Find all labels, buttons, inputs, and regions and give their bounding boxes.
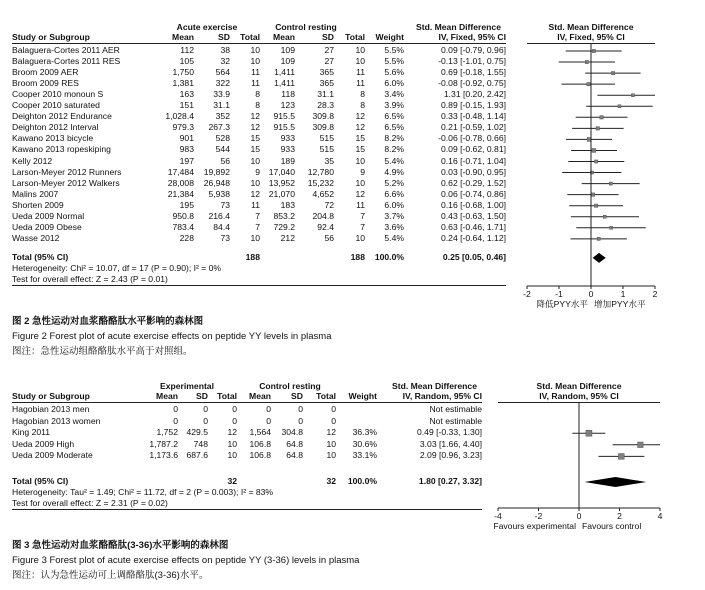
figure-note: 图注：急性运动组酪酪肽水平高于对照组。 <box>12 346 193 357</box>
ci-text: -0.06 [-0.78, 0.66] <box>438 133 506 144</box>
study-name: Broom 2009 RES <box>12 78 79 89</box>
ctrl-sd: 515 <box>319 133 334 144</box>
exp-total: 11 <box>251 67 260 78</box>
ctrl-mean: 212 <box>280 232 295 243</box>
tick-label: 1 <box>620 289 626 299</box>
bottom-rule <box>12 509 482 510</box>
ctrl-mean: 106.8 <box>249 450 271 461</box>
ci-text: 0.03 [-0.90, 0.95] <box>441 166 506 177</box>
weight: 5.5% <box>384 45 404 55</box>
axis-favours-left: 降低PYY水平 <box>536 299 588 309</box>
column-header-study: Study or Subgroup <box>12 32 90 42</box>
study-name: Larson-Meyer 2012 Walkers <box>12 177 120 188</box>
study-name: Kelly 2012 <box>12 155 53 166</box>
tick-label: 2 <box>617 511 622 521</box>
exp-mean: 983 <box>179 144 194 155</box>
heterogeneity-text: Heterogeneity: Tau² = 1.49; Chi² = 11.72, df = 2 (P = 0.003); I² = 83% <box>12 487 274 497</box>
exp-total: 10 <box>227 438 237 449</box>
group-header-left: Experimental <box>160 381 214 391</box>
exp-sd: 31.1 <box>213 100 230 111</box>
ctrl-total: 15 <box>355 144 365 155</box>
weight: 6.6% <box>384 188 404 199</box>
ctrl-mean: 109 <box>280 45 295 55</box>
exp-mean: 1,381 <box>172 78 194 89</box>
exp-sd: 33.9 <box>213 89 230 100</box>
exp-total: 8 <box>255 100 260 111</box>
exp-total: 7 <box>255 210 260 221</box>
ctrl-mean: 853.2 <box>273 210 295 221</box>
ctrl-sd: 31.1 <box>317 89 334 100</box>
exp-mean: 105 <box>179 56 194 67</box>
study-name: Broom 2009 AER <box>12 67 79 78</box>
study-name: Hagobian 2013 men <box>12 404 90 414</box>
figure-caption-en: Figure 3 Forest plot of acute exercise effects on peptide YY (3-36) levels in plasma <box>12 555 360 566</box>
tick-label: 0 <box>588 289 594 299</box>
overall-effect-text: Test for overall effect: Z = 2.43 (P = 0.01) <box>12 273 168 284</box>
ctrl-total: 0 <box>331 404 336 414</box>
exp-sd: 84.4 <box>213 221 230 232</box>
ctrl-mean: 1,564 <box>249 427 271 438</box>
ctrl-sd: 56 <box>324 232 334 243</box>
ctrl-mean: 21,070 <box>268 188 295 199</box>
ctrl-mean: 1,411 <box>274 67 295 78</box>
exp-mean: 197 <box>179 155 194 166</box>
exp-sd: 56 <box>220 155 230 166</box>
ctrl-sd: 35 <box>324 155 334 166</box>
exp-sd: 19,892 <box>203 166 230 177</box>
ctrl-total: 10 <box>355 177 365 188</box>
plot-header: Std. Mean Difference <box>548 22 634 32</box>
weight: 8.2% <box>384 133 404 144</box>
ctrl-mean: 118 <box>281 89 295 100</box>
tick-label: -1 <box>555 289 563 299</box>
group-header-left: Acute exercise <box>176 22 238 32</box>
weight: 3.7% <box>384 210 404 221</box>
ctrl-total: 10 <box>355 232 365 243</box>
exp-sd: 429.5 <box>186 427 208 438</box>
total-exp: 188 <box>245 251 260 262</box>
ctrl-mean: 123 <box>280 100 295 111</box>
column-header: Total <box>217 391 237 401</box>
study-name: Hagobian 2013 women <box>12 415 101 426</box>
plot-header: Std. Mean Difference <box>536 381 622 391</box>
study-name: Deighton 2012 Interval <box>12 122 99 133</box>
weight: 3.6% <box>384 221 404 232</box>
ci-text: 0.69 [-0.18, 1.55] <box>441 67 506 78</box>
column-header: Mean <box>156 391 178 401</box>
column-header: SD <box>218 32 230 42</box>
study-name: King 2011 <box>12 427 51 438</box>
figure-caption-en: Figure 2 Forest plot of acute exercise effects on peptide YY levels in plasma <box>12 331 332 342</box>
group-header-right: Control resting <box>259 381 321 391</box>
column-header: SD <box>196 391 208 401</box>
weight: 5.2% <box>384 177 404 188</box>
study-name: Larson-Meyer 2012 Runners <box>12 166 122 177</box>
exp-sd: 5,938 <box>208 188 230 199</box>
ci-text: 3.03 [1.66, 4.40] <box>419 438 482 449</box>
ctrl-total: 10 <box>326 450 336 461</box>
ctrl-mean: 933 <box>280 133 295 144</box>
exp-mean: 1,752 <box>156 427 178 438</box>
exp-mean: 228 <box>179 232 194 243</box>
ci-text: 0.16 [-0.71, 1.04] <box>441 155 506 166</box>
ctrl-total: 10 <box>355 56 365 67</box>
exp-total: 15 <box>250 133 260 144</box>
ctrl-total: 11 <box>356 78 365 89</box>
column-header: Mean <box>249 391 271 401</box>
weight: 5.5% <box>384 56 404 67</box>
exp-sd: 267.3 <box>208 122 230 133</box>
total-ci: 1.80 [0.27, 3.32] <box>418 476 482 486</box>
weight: 30.6% <box>352 438 377 449</box>
ctrl-total: 0 <box>331 415 336 426</box>
overall-effect-text: Test for overall effect: Z = 2.31 (P = 0.02) <box>12 498 168 508</box>
exp-total: 10 <box>250 45 260 55</box>
exp-total: 12 <box>250 188 260 199</box>
column-header: Total <box>316 391 336 401</box>
exp-mean: 979.3 <box>172 122 194 133</box>
ctrl-sd: 0 <box>298 415 303 426</box>
exp-total: 7 <box>255 221 260 232</box>
ctrl-sd: 309.8 <box>312 111 334 122</box>
weight: 6.5% <box>384 111 404 122</box>
ctrl-sd: 365 <box>319 67 334 78</box>
exp-mean: 1,787.2 <box>149 438 178 449</box>
tick-label: -2 <box>523 289 531 299</box>
study-name: Ueda 2009 High <box>12 438 75 449</box>
tick-label: 0 <box>576 511 582 521</box>
weight: 6.5% <box>384 122 404 133</box>
weight: 36.3% <box>352 427 377 438</box>
column-header: SD <box>322 32 334 42</box>
weight: 5.6% <box>384 67 404 78</box>
exp-sd: 352 <box>215 111 230 122</box>
study-name: Wasse 2012 <box>12 232 60 243</box>
column-header: Total <box>240 32 260 42</box>
study-name: Kawano 2013 ropeskiping <box>12 144 111 155</box>
ctrl-total: 12 <box>355 188 365 199</box>
total-weight: 100.0% <box>374 251 404 262</box>
ctrl-sd: 0 <box>298 404 303 414</box>
ctrl-mean: 106.8 <box>249 438 271 449</box>
study-name: Kawano 2013 bicycle <box>12 133 94 144</box>
exp-total: 10 <box>250 177 260 188</box>
ctrl-total: 11 <box>356 199 365 210</box>
ctrl-sd: 27 <box>324 56 334 67</box>
ctrl-total: 8 <box>360 89 365 100</box>
ci-text: 0.63 [-0.46, 1.71] <box>441 221 506 232</box>
exp-mean: 0 <box>173 415 178 426</box>
ctrl-mean: 189 <box>280 155 295 166</box>
exp-mean: 21,384 <box>167 188 194 199</box>
effect-marker <box>638 442 644 448</box>
ctrl-mean: 0 <box>266 415 271 426</box>
ctrl-mean: 13,952 <box>268 177 295 188</box>
exp-mean: 163 <box>179 89 194 100</box>
total-weight: 100.0% <box>347 476 377 486</box>
ci-text: 0.09 [-0.79, 0.96] <box>441 45 506 55</box>
ctrl-mean: 915.5 <box>273 111 295 122</box>
exp-sd: 0 <box>203 404 208 414</box>
ci-text: -0.08 [-0.92, 0.75] <box>438 78 506 89</box>
ctrl-mean: 183 <box>280 199 295 210</box>
weight: 33.1% <box>352 450 377 461</box>
axis-favours-left: Favours experimental <box>493 521 576 531</box>
exp-sd: 216.4 <box>208 210 230 221</box>
exp-mean: 1,173.6 <box>149 450 178 461</box>
total-label: Total (95% CI) <box>12 251 69 262</box>
ctrl-sd: 4,652 <box>312 188 334 199</box>
ctrl-total: 10 <box>355 45 365 55</box>
weight: 3.4% <box>384 89 404 100</box>
ctrl-total: 12 <box>326 427 336 438</box>
ctrl-total: 7 <box>360 210 365 221</box>
weight: 3.9% <box>384 100 404 111</box>
total-exp: 32 <box>227 476 237 486</box>
ctrl-total: 8 <box>360 100 365 111</box>
ctrl-sd: 28.3 <box>317 100 334 111</box>
figure-caption-cn: 图 3 急性运动对血浆酪酪肽(3-36)水平影响的森林图 <box>12 540 229 551</box>
exp-sd: 322 <box>215 78 230 89</box>
exp-mean: 0 <box>173 404 178 414</box>
exp-mean: 1,750 <box>172 67 194 78</box>
ctrl-sd: 365 <box>319 78 334 89</box>
ctrl-sd: 15,232 <box>307 177 334 188</box>
exp-total: 12 <box>227 427 237 438</box>
weight: 6.0% <box>384 78 404 89</box>
ci-text: 0.49 [-0.33, 1.30] <box>417 427 482 438</box>
ci-text: 0.06 [-0.74, 0.86] <box>441 188 506 199</box>
study-name: Shorten 2009 <box>12 199 64 210</box>
exp-mean: 112 <box>180 45 194 55</box>
effect-header: Std. Mean Difference <box>415 22 501 32</box>
column-header: IV, Random, 95% CI <box>402 391 482 401</box>
column-header: IV, Fixed, 95% CI <box>438 32 506 42</box>
exp-sd: 687.6 <box>186 450 208 461</box>
exp-mean: 17,484 <box>167 166 194 177</box>
tick-label: 2 <box>652 289 658 299</box>
ci-text: Not estimable <box>429 415 482 426</box>
exp-sd: 26,948 <box>203 177 230 188</box>
exp-total: 0 <box>232 415 237 426</box>
column-header: Weight <box>375 32 404 42</box>
study-name: Ueda 2009 Moderate <box>12 450 93 461</box>
exp-total: 10 <box>250 56 260 67</box>
axis-favours-right: Favours control <box>582 521 642 531</box>
weight: 5.4% <box>384 232 404 243</box>
ctrl-total: 10 <box>326 438 336 449</box>
ctrl-total: 7 <box>360 221 365 232</box>
exp-mean: 1,028.4 <box>165 111 194 122</box>
exp-sd: 748 <box>193 438 208 449</box>
exp-sd: 73 <box>220 232 230 243</box>
exp-mean: 195 <box>179 199 194 210</box>
ci-text: 0.62 [-0.29, 1.52] <box>441 177 506 188</box>
exp-total: 11 <box>251 78 260 89</box>
exp-sd: 544 <box>215 144 230 155</box>
ctrl-sd: 64.8 <box>286 438 303 449</box>
ci-text: 1.31 [0.20, 2.42] <box>443 89 506 100</box>
exp-mean: 950.8 <box>172 210 194 221</box>
study-name: Deighton 2012 Endurance <box>12 111 112 122</box>
ci-text: -0.13 [-1.01, 0.75] <box>438 56 506 67</box>
ctrl-total: 12 <box>355 111 365 122</box>
exp-total: 12 <box>250 122 260 133</box>
exp-total: 12 <box>250 111 260 122</box>
tick-label: -4 <box>494 511 502 521</box>
study-name: Balaguera-Cortes 2011 AER <box>12 45 120 55</box>
ci-text: 0.89 [-0.15, 1.93] <box>441 100 506 111</box>
tick-label: 4 <box>657 511 663 521</box>
group-header-right: Control resting <box>275 22 337 32</box>
ci-text: 0.24 [-0.64, 1.12] <box>441 232 506 243</box>
ctrl-mean: 1,411 <box>274 78 295 89</box>
study-name: Ueda 2009 Obese <box>12 221 82 232</box>
ctrl-total: 10 <box>355 155 365 166</box>
figure-caption-cn: 图 2 急性运动对血浆酪酪肽水平影响的森林图 <box>12 316 204 327</box>
exp-sd: 564 <box>215 67 230 78</box>
ctrl-mean: 915.5 <box>273 122 295 133</box>
ci-text: 0.16 [-0.68, 1.00] <box>441 199 506 210</box>
ctrl-sd: 12,780 <box>307 166 334 177</box>
ci-text: 2.09 [0.96, 3.23] <box>419 450 482 461</box>
exp-total: 10 <box>250 155 260 166</box>
ctrl-sd: 64.8 <box>286 450 303 461</box>
total-ci: 0.25 [0.05, 0.46] <box>442 251 506 262</box>
study-name: Cooper 2010 saturated <box>12 100 100 111</box>
column-header: Mean <box>273 32 295 42</box>
exp-total: 9 <box>255 166 260 177</box>
weight: 4.9% <box>384 166 404 177</box>
weight: 6.0% <box>384 199 404 210</box>
ctrl-sd: 515 <box>319 144 334 155</box>
ctrl-sd: 27 <box>324 45 334 55</box>
study-name: Balaguera-Cortes 2011 RES <box>12 56 121 67</box>
total-ctrl: 188 <box>350 251 365 262</box>
ci-text: Not estimable <box>429 404 482 414</box>
effect-marker <box>618 454 624 460</box>
ci-text: 0.33 [-0.48, 1.14] <box>441 111 506 122</box>
ctrl-sd: 309.8 <box>312 122 334 133</box>
ctrl-total: 9 <box>360 166 365 177</box>
column-header: Mean <box>172 32 194 42</box>
tick-label: -2 <box>534 511 543 521</box>
exp-mean: 901 <box>179 133 194 144</box>
ctrl-total: 12 <box>355 122 365 133</box>
exp-total: 0 <box>232 404 237 414</box>
ctrl-total: 11 <box>356 67 365 78</box>
weight: 5.4% <box>384 155 404 166</box>
ctrl-sd: 92.4 <box>317 221 334 232</box>
exp-total: 10 <box>250 232 260 243</box>
ci-text: 0.09 [-0.62, 0.81] <box>441 144 506 155</box>
column-header-study: Study or Subgroup <box>12 391 90 401</box>
column-header: SD <box>291 391 303 401</box>
column-header: Total <box>345 32 365 42</box>
ctrl-sd: 204.8 <box>312 210 334 221</box>
pooled-diamond <box>584 477 646 487</box>
ci-text: 0.21 [-0.59, 1.02] <box>441 122 506 133</box>
axis-favours-right: 增加PYY水平 <box>594 299 646 309</box>
exp-sd: 38 <box>220 45 230 55</box>
weight: 8.2% <box>384 144 404 155</box>
exp-total: 11 <box>251 199 260 210</box>
study-name: Cooper 2010 monoun S <box>12 89 104 100</box>
figure-note: 图注：认为急性运动可上调酪酪肽(3-36)水平。 <box>12 570 209 581</box>
exp-total: 8 <box>255 89 260 100</box>
study-name: Ueda 2009 Normal <box>12 210 85 221</box>
exp-total: 15 <box>250 144 260 155</box>
exp-mean: 783.4 <box>172 221 194 232</box>
exp-mean: 151 <box>179 100 194 111</box>
ctrl-mean: 17,040 <box>268 166 295 177</box>
exp-sd: 0 <box>203 415 208 426</box>
ctrl-mean: 729.2 <box>273 221 295 232</box>
ctrl-sd: 304.8 <box>281 427 303 438</box>
total-ctrl: 32 <box>326 476 336 486</box>
exp-mean: 28,008 <box>167 177 194 188</box>
ctrl-sd: 72 <box>324 199 334 210</box>
column-header: Weight <box>348 391 377 401</box>
ctrl-mean: 0 <box>266 404 271 414</box>
ci-text: 0.43 [-0.63, 1.50] <box>441 210 506 221</box>
ctrl-mean: 933 <box>280 144 295 155</box>
study-name: Malins 2007 <box>12 188 59 199</box>
exp-sd: 528 <box>215 133 230 144</box>
column-header-plot: IV, Fixed, 95% CI <box>557 32 625 42</box>
ctrl-total: 15 <box>355 133 365 144</box>
exp-total: 10 <box>227 450 237 461</box>
effect-marker <box>586 430 592 436</box>
ctrl-mean: 109 <box>280 56 295 67</box>
column-header-plot: IV, Random, 95% CI <box>539 391 619 401</box>
exp-sd: 32 <box>220 56 230 67</box>
heterogeneity-text: Heterogeneity: Chi² = 10.07, df = 17 (P = 0.90); I² = 0% <box>12 262 222 273</box>
total-label: Total (95% CI) <box>12 476 69 486</box>
effect-header: Std. Mean Difference <box>391 381 477 391</box>
exp-sd: 73 <box>220 199 230 210</box>
